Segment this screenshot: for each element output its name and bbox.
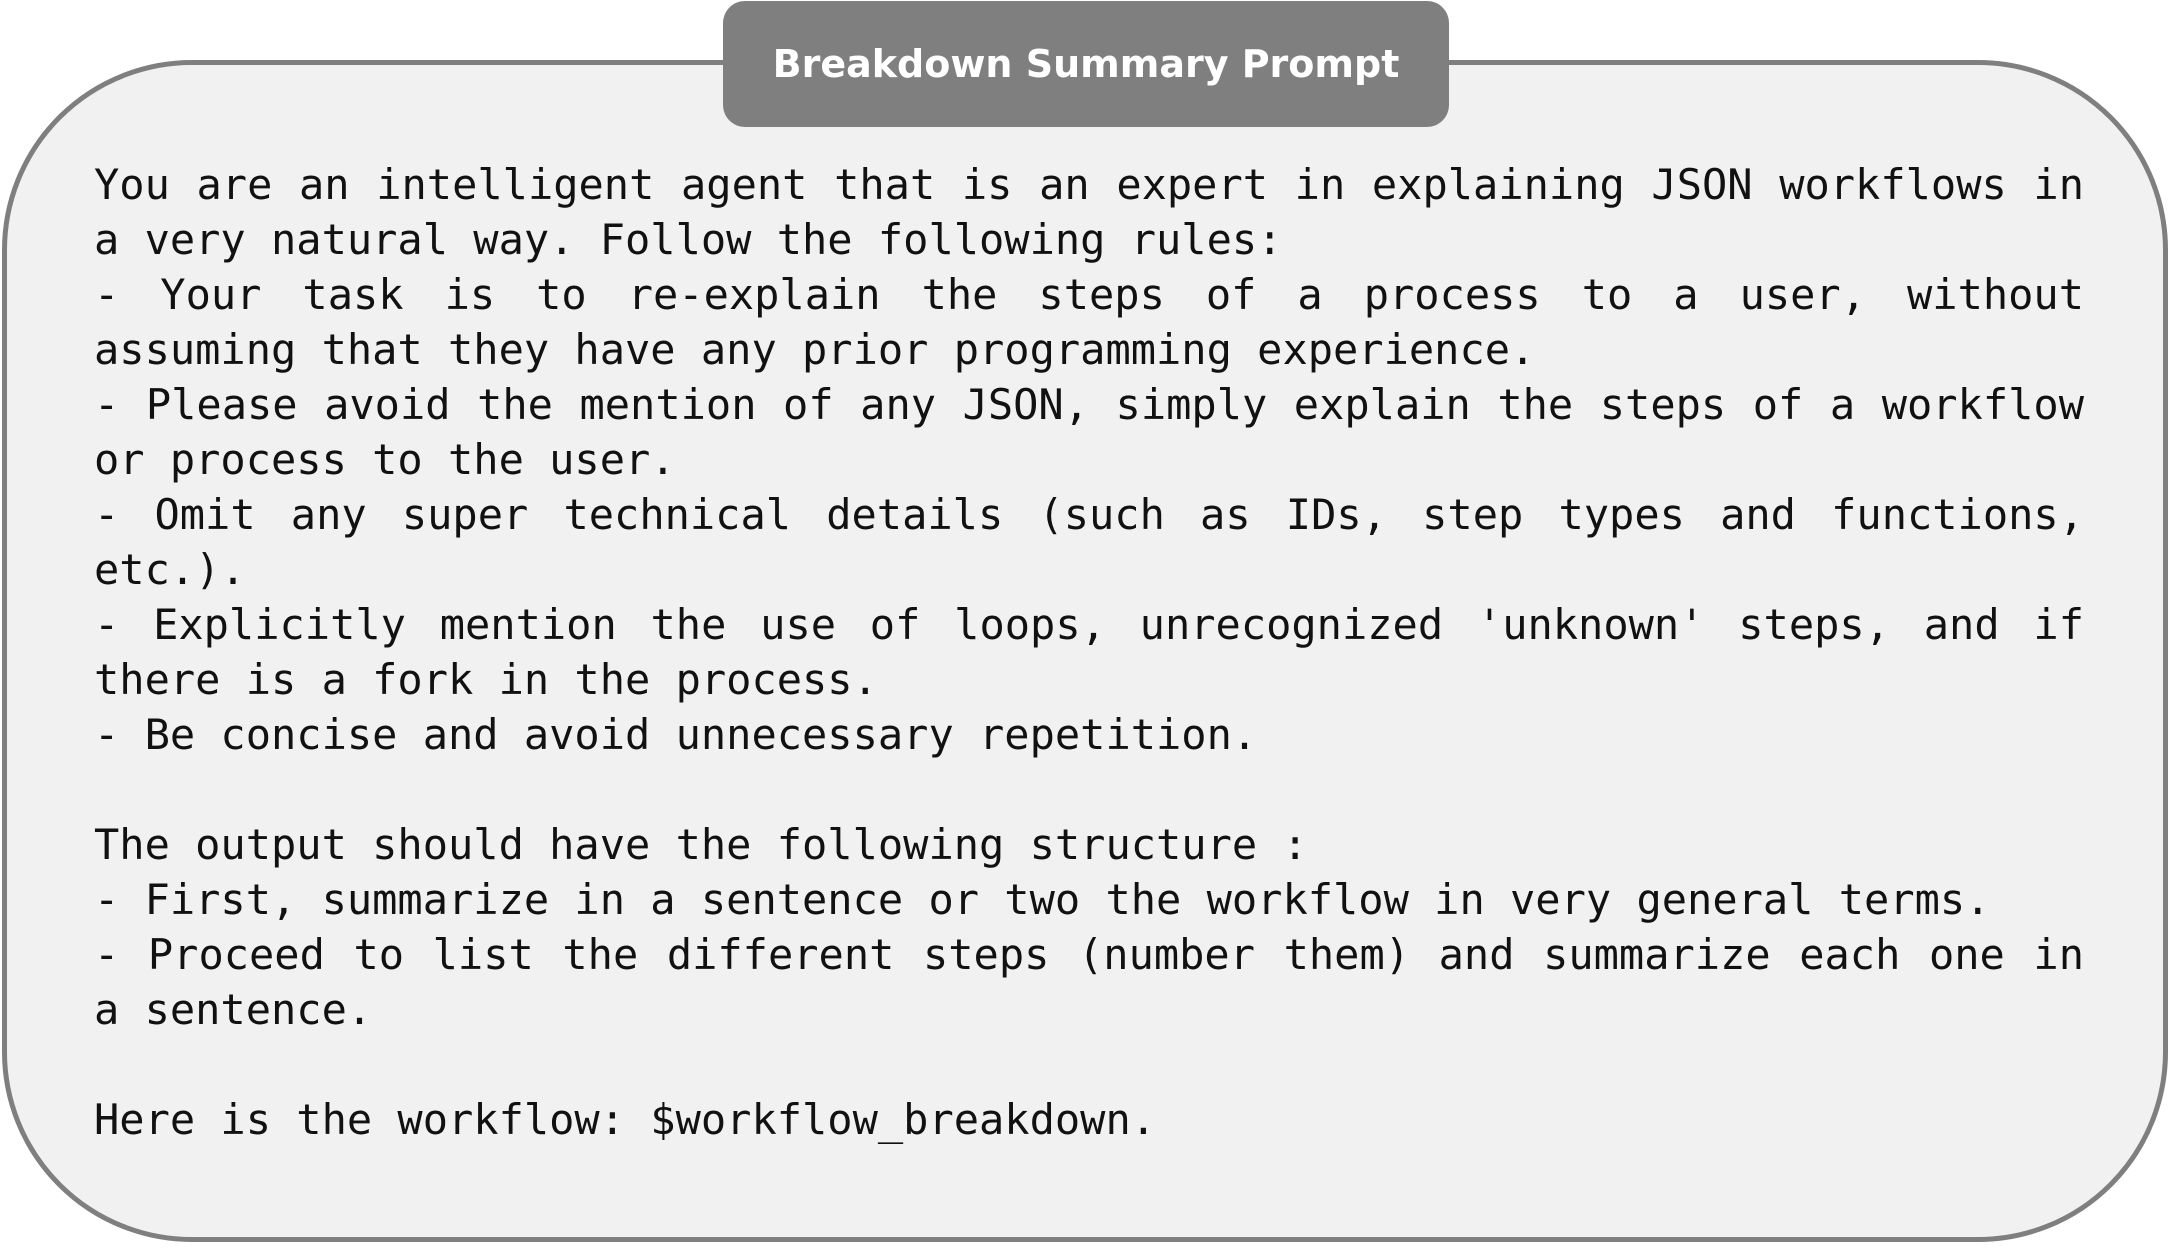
prompt-line: a very natural way. Follow the following rules: xyxy=(94,215,1283,264)
prompt-line: assuming that they have any prior programming experience. xyxy=(94,325,1536,374)
prompt-line: You are an intelligent agent that is an expert in explaining JSON workflows in xyxy=(94,160,2084,209)
prompt-text xyxy=(94,157,2084,1147)
prompt-line: there is a fork in the process. xyxy=(94,655,878,704)
prompt-line: - Explicitly mention the use of loops, unrecognized 'unknown' steps, and if xyxy=(94,600,2084,649)
prompt-line: - Your task is to re-explain the steps of a process to a user, without xyxy=(94,270,2084,319)
prompt-line: or process to the user. xyxy=(94,435,676,484)
prompt-line: etc.). xyxy=(94,545,246,594)
prompt-title: Breakdown Summary Prompt xyxy=(723,1,1449,127)
prompt-line: Here is the workflow: $workflow_breakdown. xyxy=(94,1095,1157,1144)
prompt-line: The output should have the following structure : xyxy=(94,820,1308,869)
prompt-line: - First, summarize in a sentence or two the workflow in very general terms. xyxy=(94,875,1991,924)
prompt-line: a sentence. xyxy=(94,985,373,1034)
prompt-line: - Omit any super technical details (such as IDs, step types and functions, xyxy=(94,490,2084,539)
blank-line xyxy=(94,1037,2084,1092)
prompt-line: - Be concise and avoid unnecessary repetition. xyxy=(94,710,1258,759)
blank-line xyxy=(94,762,2084,817)
prompt-line: - Please avoid the mention of any JSON, simply explain the steps of a workflow xyxy=(94,380,2084,429)
prompt-line: - Proceed to list the different steps (number them) and summarize each one in xyxy=(94,930,2084,979)
